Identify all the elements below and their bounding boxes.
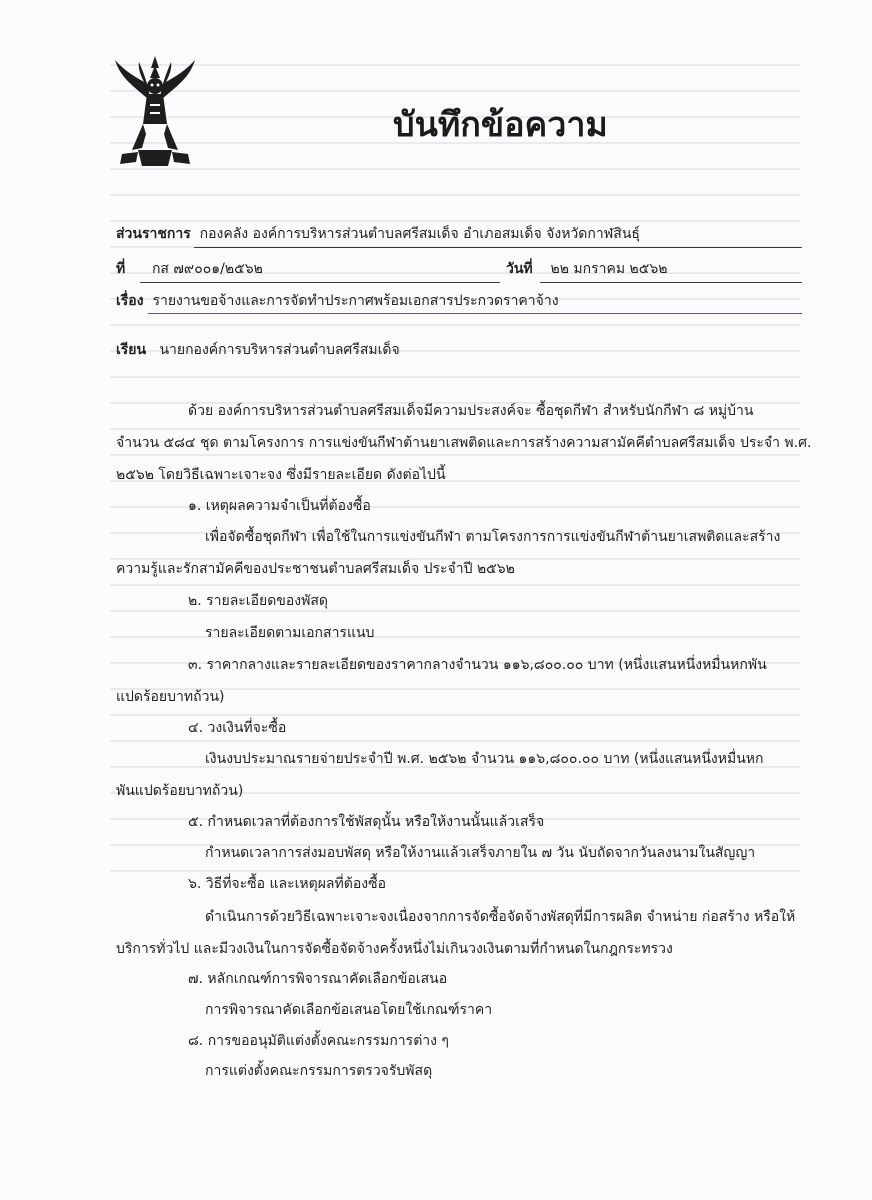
ref-label: ที่ bbox=[116, 261, 126, 277]
section-1-line-1: เพื่อจัดซื้อชุดกีฬา เพื่อใช้ในการแข่งขันกีฬา ตามโครงการการแข่งขันกีฬาต้านยาเสพติดและสร้าง bbox=[205, 529, 781, 545]
subject-underline bbox=[148, 313, 802, 314]
to-row bbox=[116, 341, 400, 359]
agency-underline bbox=[194, 247, 802, 248]
date-label: วันที่ bbox=[506, 261, 533, 277]
memo-title: บันทึกข้อความ bbox=[393, 105, 608, 145]
garuda-emblem-icon bbox=[112, 54, 198, 172]
section-1-line-2: ความรู้และรักสามัคคีของประชาชนตำบลศรีสมเด็จ ประจำปี ๒๕๖๒ bbox=[116, 561, 515, 577]
section-3-heading: ๓. ราคากลางและรายละเอียดของราคากลางจำนวน ๑๑๖,๘๐๐.๐๐ บาท (หนึ่งแสนหนึ่งหมื่นหกพัน bbox=[188, 657, 767, 673]
section-4-line-2: พันแปดร้อยบาทถ้วน) bbox=[116, 783, 244, 799]
subject-value: รายงานขอจ้างและการจัดทำประกาศพร้อมเอกสารประกวดราคาจ้าง bbox=[152, 293, 559, 309]
section-2-heading: ๒. รายละเอียดของพัสดุ bbox=[188, 593, 328, 609]
section-1-heading: ๑. เหตุผลความจำเป็นที่ต้องซื้อ bbox=[188, 498, 371, 514]
agency-value: กองคลัง องค์การบริหารส่วนตำบลศรีสมเด็จ อำเภอสมเด็จ จังหวัดกาฬสินธุ์ bbox=[199, 226, 640, 242]
ref-value: กส ๗๙๐๐๑/๒๕๖๒ bbox=[151, 261, 263, 277]
section-8-line-1: การแต่งตั้งคณะกรรมการตรวจรับพัสดุ bbox=[205, 1063, 433, 1079]
subject-row bbox=[116, 292, 559, 310]
section-6-line-1: ดำเนินการด้วยวิธีเฉพาะเจาะจงเนื่องจากการจัดซื้อจัดจ้างพัสดุที่มีการผลิต จำหน่าย ก่อสร้าง หรือให้ bbox=[205, 909, 796, 925]
date-row bbox=[506, 260, 667, 278]
section-6-heading: ๖. วิธีที่จะซื้อ และเหตุผลที่ต้องซื้อ bbox=[188, 876, 386, 892]
intro-line-1: ด้วย องค์การบริหารส่วนตำบลศรีสมเด็จมีความประสงค์จะ ซื้อชุดกีฬา สำหรับนักกีฬา ๘ หมู่บ้าน bbox=[188, 403, 754, 419]
section-7-heading: ๗. หลักเกณฑ์การพิจารณาคัดเลือกข้อเสนอ bbox=[188, 971, 448, 987]
date-underline bbox=[540, 282, 802, 283]
intro-line-2: จำนวน ๕๘๔ ชุด ตามโครงการ การแข่งขันกีฬาต้านยาเสพติดและการสร้างความสามัคคีตำบลศรีสมเด็จ ประจำ พ.ศ. bbox=[116, 435, 812, 451]
date-value: ๒๒ มกราคม ๒๕๖๒ bbox=[550, 261, 668, 277]
to-label: เรียน bbox=[116, 342, 147, 358]
agency-label: ส่วนราชการ bbox=[116, 226, 191, 242]
intro-line-3: ๒๕๖๒ โดยวิธีเฉพาะเจาะจง ซึ่งมีรายละเอียด ดังต่อไปนี้ bbox=[116, 467, 446, 483]
section-5-heading: ๕. กำหนดเวลาที่ต้องการใช้พัสดุนั้น หรือให้งานนั้นแล้วเสร็จ bbox=[188, 814, 545, 830]
section-4-heading: ๔. วงเงินที่จะซื้อ bbox=[188, 720, 287, 736]
to-value: นายกองค์การบริหารส่วนตำบลศรีสมเด็จ bbox=[159, 342, 400, 358]
section-5-line-1: กำหนดเวลาการส่งมอบพัสดุ หรือให้งานแล้วเสร็จภายใน ๗ วัน นับถัดจากวันลงนามในสัญญา bbox=[205, 845, 756, 861]
section-2-line-1: รายละเอียดตามเอกสารแนบ bbox=[205, 625, 375, 641]
section-4-line-1: เงินงบประมาณรายจ่ายประจำปี พ.ศ. ๒๕๖๒ จำนวน ๑๑๖,๘๐๐.๐๐ บาท (หนึ่งแสนหนึ่งหมื่นหก bbox=[205, 751, 764, 767]
subject-label: เรื่อง bbox=[116, 293, 144, 309]
agency-row bbox=[116, 225, 640, 243]
section-8-heading: ๘. การขออนุมัติแต่งตั้งคณะกรรมการต่าง ๆ bbox=[188, 1033, 449, 1049]
ref-row bbox=[116, 260, 263, 278]
section-7-line-1: การพิจารณาคัดเลือกข้อเสนอโดยใช้เกณฑ์ราคา bbox=[205, 1002, 493, 1018]
section-3-line-2: แปดร้อยบาทถ้วน) bbox=[116, 689, 225, 705]
section-6-line-2: บริการทั่วไป และมีวงเงินในการจัดซื้อจัดจ้างครั้งหนึ่งไม่เกินวงเงินตามที่กำหนดในกฎกระทรวง bbox=[116, 941, 673, 957]
ref-underline bbox=[140, 282, 500, 283]
